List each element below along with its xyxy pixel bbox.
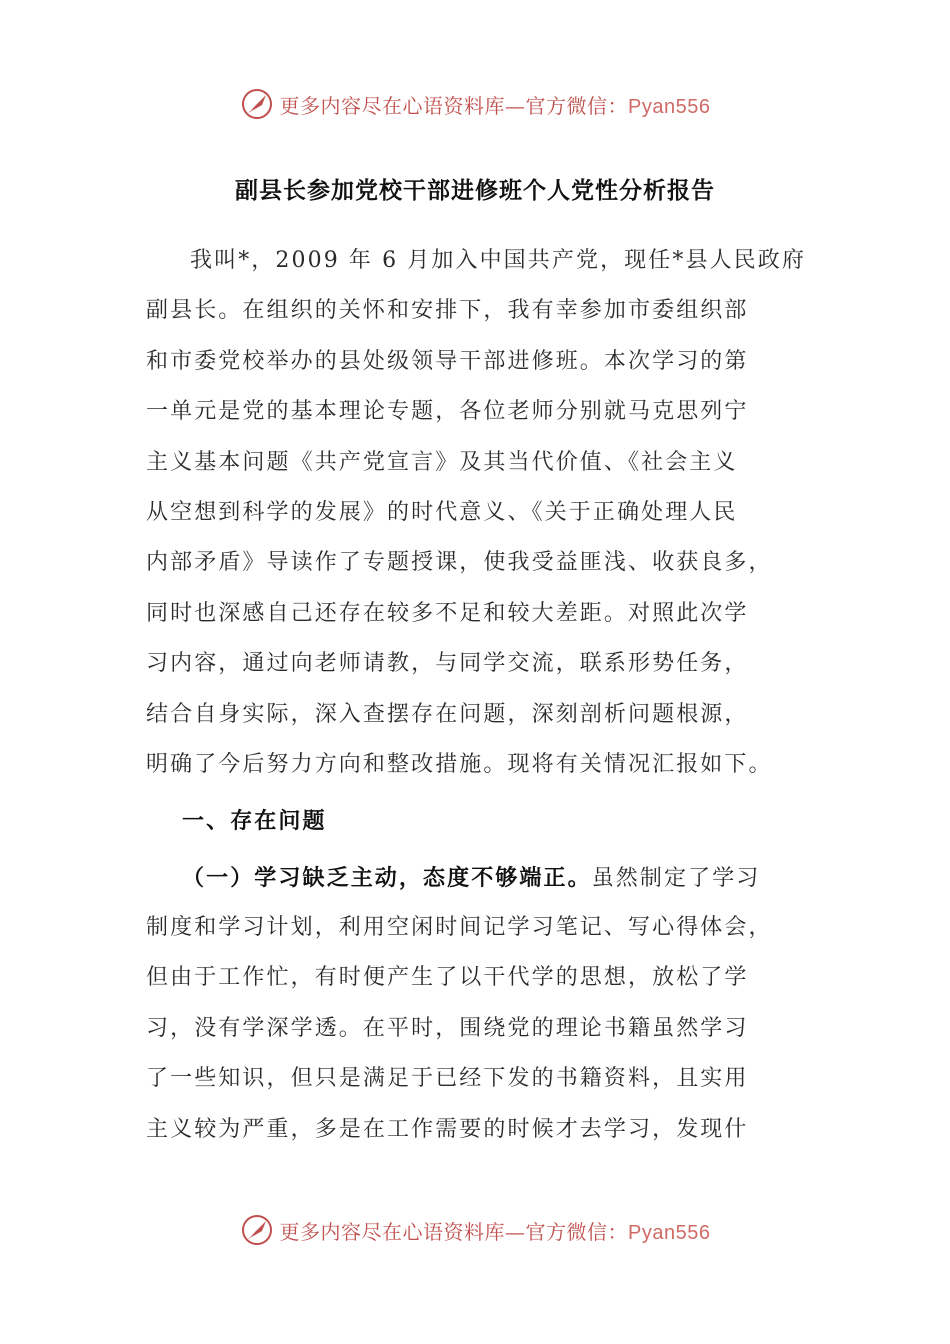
paragraph-line: 内部矛盾》导读作了专题授课，使我受益匪浅、收获良多， xyxy=(146,550,773,576)
subsection-label: （一）学习缺乏主动，态度不够端正。 xyxy=(182,864,592,891)
paragraph-line: 和市委党校举办的县处级领导干部进修班。本次学习的第 xyxy=(146,348,749,374)
subsection-first-line xyxy=(146,853,806,903)
footer-banner xyxy=(0,1210,950,1250)
paragraph-line: 制度和学习计划，利用空闲时间记学习笔记、写心得体会， xyxy=(146,915,773,941)
paragraph-line: 结合自身实际，深入查摆存在问题，深刻剖析问题根源， xyxy=(146,701,749,727)
paragraph-line: 主义基本问题《共产党宣言》及其当代价值、《社会主义 xyxy=(146,449,738,475)
document-body xyxy=(146,236,806,1155)
paragraph-line: 主义较为严重，多是在工作需要的时候才去学习，发现什 xyxy=(146,1116,749,1142)
quill-logo-icon xyxy=(240,87,274,121)
paragraph-line: 明确了今后努力方向和整改措施。现将有关情况汇报如下。 xyxy=(146,751,773,777)
section-heading: 一、存在问题 xyxy=(182,808,327,835)
paragraph-line: 习内容，通过向老师请教，与同学交流，联系形势任务， xyxy=(146,651,749,677)
paragraph-line: 习，没有学深学透。在平时，围绕党的理论书籍虽然学习 xyxy=(146,1015,749,1041)
paragraph-line: 了一些知识，但只是满足于已经下发的书籍资料，且实用 xyxy=(146,1066,749,1092)
paragraph-line: 副县长。在组织的关怀和安排下，我有幸参加市委组织部 xyxy=(146,298,749,324)
paragraph-line: 我叫*，2009 年 6 月加入中国共产党，现任*县人民政府 xyxy=(190,248,806,273)
paragraph-line: 但由于工作忙，有时便产生了以干代学的思想，放松了学 xyxy=(146,965,749,991)
paragraph-line: 同时也深感自己还存在较多不足和较大差距。对照此次学 xyxy=(146,600,749,626)
header-banner-text: 更多内容尽在心语资料库—官方微信：Pyan556 xyxy=(279,93,711,118)
subsection-first-line-text: 虽然制定了学习 xyxy=(591,865,761,891)
document-title: 副县长参加党校干部进修班个人党性分析报告 xyxy=(235,177,715,204)
header-banner xyxy=(0,84,950,124)
paragraph-line: 从空想到科学的发展》的时代意义、《关于正确处理人民 xyxy=(146,499,738,525)
paragraph-line: 一单元是党的基本理论专题，各位老师分别就马克思列宁 xyxy=(146,399,749,425)
footer-banner-text: 更多内容尽在心语资料库—官方微信：Pyan556 xyxy=(279,1219,711,1244)
quill-logo-icon xyxy=(240,1213,274,1247)
